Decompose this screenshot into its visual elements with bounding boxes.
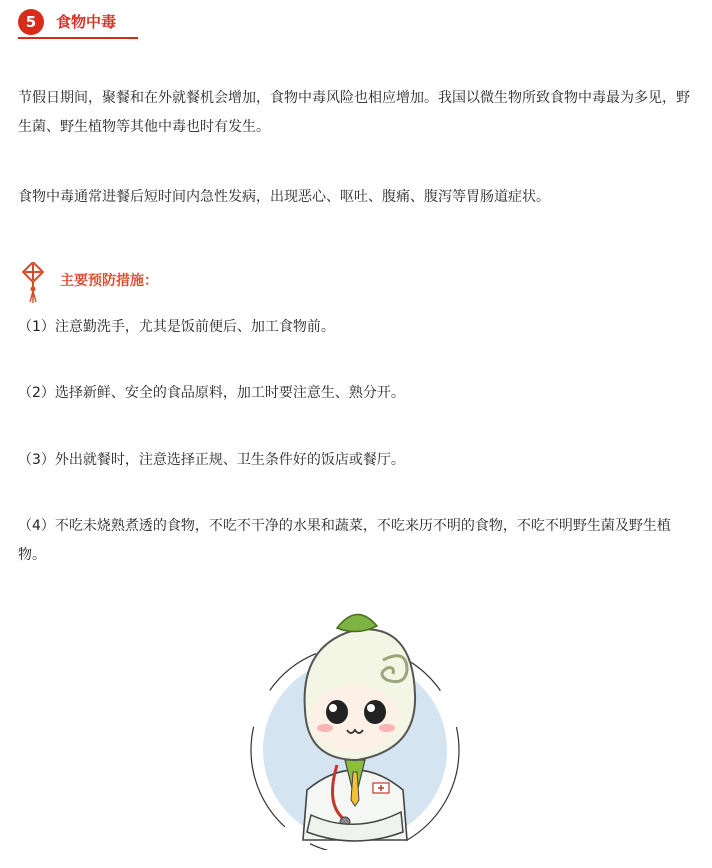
measure-item-1: （1）注意勤洗手，尤其是饭前便后、加工食物前。 xyxy=(18,319,335,335)
chinese-knot-icon xyxy=(20,262,46,304)
section-title: 食物中毒 xyxy=(56,13,117,31)
measure-item-3: （3）外出就餐时，注意选择正规、卫生条件好的饭店或餐厅。 xyxy=(18,452,405,468)
section-header xyxy=(18,6,138,38)
doctor-mascot-illustration xyxy=(245,600,465,850)
measures-heading xyxy=(20,262,320,304)
measure-item-2: （2）选择新鲜、安全的食品原料，加工时要注意生、熟分开。 xyxy=(18,385,405,401)
measure-item-4: （4）不吃未烧熟煮透的食物，不吃不干净的水果和蔬菜，不吃来历不明的食物，不吃不明野生菌及野生植物。 xyxy=(18,518,671,563)
symptoms-paragraph: 食物中毒通常进餐后短时间内急性发病，出现恶心、呕吐、腹痛、腹泻等胃肠道症状。 xyxy=(18,189,550,205)
intro-paragraph: 节假日期间，聚餐和在外就餐机会增加，食物中毒风险也相应增加。我国以微生物所致食物中毒最为多见，野生菌、野生植物等其他中毒也时有发生。 xyxy=(18,90,690,135)
measures-title: 主要预防措施： xyxy=(60,273,158,289)
section-number-badge: 5 xyxy=(18,9,44,35)
section-underline xyxy=(18,37,138,39)
